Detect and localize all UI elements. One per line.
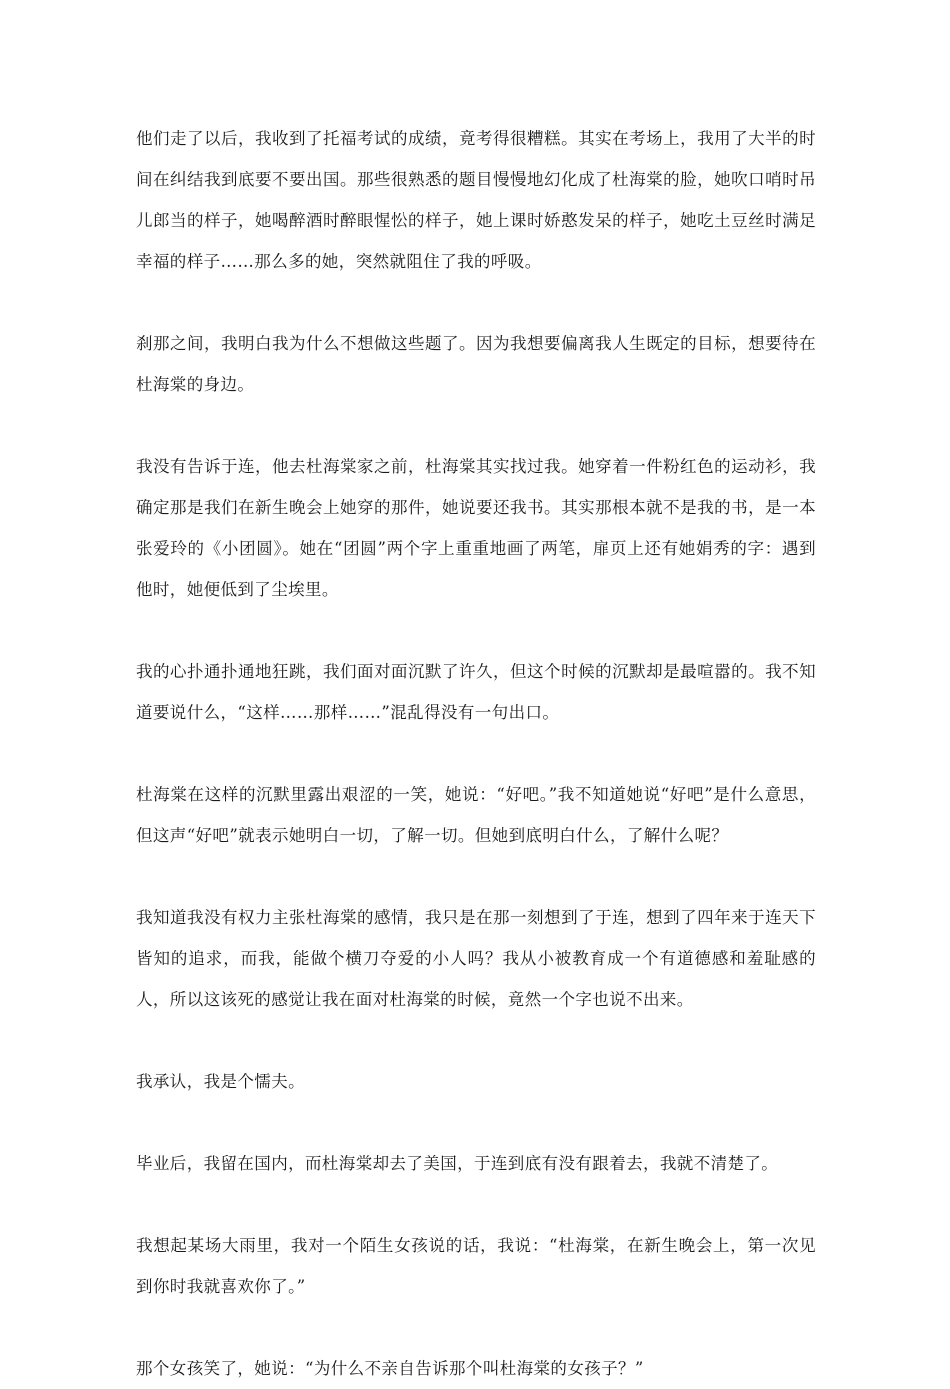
paragraph-1: 他们走了以后，我收到了托福考试的成绩，竟考得很糟糕。其实在考场上，我用了大半的时间在纠结我到底要不要出国。那些很熟悉的题目慢慢地幻化成了杜海棠的脸，她吹口哨时吊儿郎当的样子，她喝醉酒时醉眼惺忪的样子，她上课时娇憨发呆的样子，她吃土豆丝时满足幸福的样子……那么多的她，突然就阻住了我的呼吸。 — [136, 129, 816, 271]
paragraph-9: 我想起某场大雨里，我对一个陌生女孩说的话，我说：“杜海棠，在新生晚会上，第一次见到你时我就喜欢你了。” — [136, 1236, 816, 1296]
paragraph-10: 那个女孩笑了，她说：“为什么不亲自告诉那个叫杜海棠的女孩子？” — [136, 1359, 644, 1378]
paragraph-7: 我承认，我是个懦夫。 — [136, 1072, 305, 1091]
paragraph-2: 刹那之间，我明白我为什么不想做这些题了。因为我想要偏离我人生既定的目标，想要待在杜海棠的身边。 — [136, 334, 816, 394]
paragraph-3: 我没有告诉于连，他去杜海棠家之前，杜海棠其实找过我。她穿着一件粉红色的运动衫，我确定那是我们在新生晚会上她穿的那件，她说要还我书。其实那根本就不是我的书，是一本张爱玲的《小团圆》。她在“团圆”两个字上重重地画了两笔，扉页上还有她娟秀的字：遇到他时，她便低到了尘埃里。 — [136, 457, 816, 599]
paragraph-6: 我知道我没有权力主张杜海棠的感情，我只是在那一刻想到了于连，想到了四年来于连天下皆知的追求，而我，能做个横刀夺爱的小人吗？我从小被教育成一个有道德感和羞耻感的人，所以这该死的感觉让我在面对杜海棠的时候，竟然一个字也说不出来。 — [136, 908, 816, 1009]
document-body — [136, 118, 816, 1389]
paragraph-8: 毕业后，我留在国内，而杜海棠却去了美国，于连到底有没有跟着去，我就不清楚了。 — [136, 1154, 779, 1173]
paragraph-5: 杜海棠在这样的沉默里露出艰涩的一笑，她说：“好吧。”我不知道她说“好吧”是什么意思，但这声“好吧”就表示她明白一切，了解一切。但她到底明白什么，了解什么呢？ — [136, 785, 816, 845]
paragraph-4: 我的心扑通扑通地狂跳，我们面对面沉默了许久，但这个时候的沉默却是最喧嚣的。我不知道要说什么，“这样……那样……”混乱得没有一句出口。 — [136, 662, 816, 722]
